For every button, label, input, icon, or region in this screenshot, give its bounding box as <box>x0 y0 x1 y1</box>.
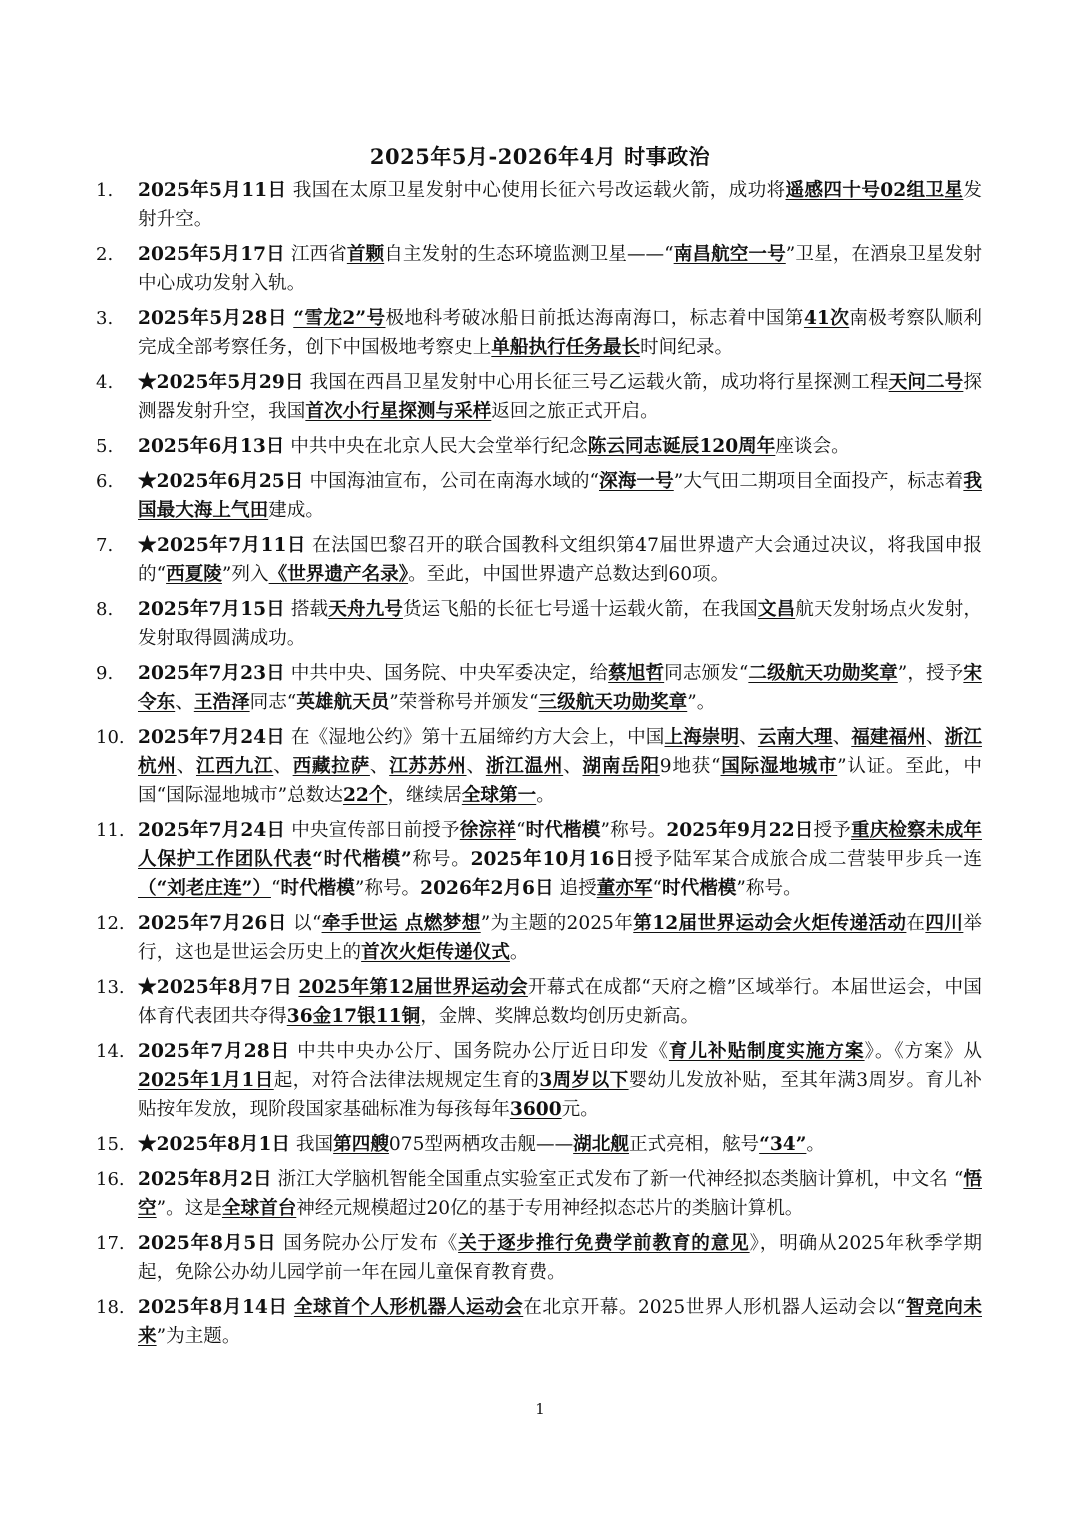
item-number: 2. <box>96 244 114 265</box>
item-text: 授予陆军某合成旅合成二营装甲步兵一连 <box>634 849 982 870</box>
highlighted-term: 蔡旭哲 <box>608 663 665 684</box>
highlighted-term: 徐淙祥 <box>459 820 516 841</box>
item-text: 》。《方案》从 <box>864 1041 982 1062</box>
item-text: ”荣誉称号并颁发“ <box>389 692 539 713</box>
bold-text: 时代楷模 <box>662 878 737 899</box>
item-text: “ <box>270 878 281 899</box>
item-text: 075型两栖攻击舰—— <box>388 1134 574 1155</box>
item-text: 返回之旅正式开启。 <box>491 401 659 422</box>
highlighted-term: 首次火炬传递仪式 <box>361 942 510 963</box>
item-text: 浙江大学脑机智能全国重点实验室正式发布了新一代神经拟态类脑计算机，中文名 “ <box>271 1169 964 1190</box>
item-text: 在《湿地公约》第十五届缔约方大会上，中国 <box>284 727 665 748</box>
item-text: 、 <box>739 727 758 748</box>
item-text: “ <box>515 820 526 841</box>
item-text: 、 <box>176 756 196 777</box>
item-text: 国务院办公厅发布《 <box>276 1233 459 1254</box>
highlighted-term: 天问二号 <box>888 372 964 393</box>
item-text: 极地科考破冰船日前抵达海南海口，标志着中国第 <box>385 308 804 329</box>
item-text: 开幕式在成都“天府之檐”区域举行。本届世运会，中国体育代表团共夺得 <box>138 977 982 1027</box>
highlighted-term: 单船执行任务最长 <box>491 337 641 358</box>
highlighted-term: 云南大理 <box>757 727 833 748</box>
list-item <box>0 1229 1080 1287</box>
list-item <box>0 595 1080 653</box>
bold-text: ★2025年8月7日 <box>138 977 293 998</box>
item-text: 中国海油宣布，公司在南海水域的“ <box>303 471 599 492</box>
highlighted-term: 南昌航空一号 <box>673 244 786 265</box>
item-text: 9地获“ <box>659 756 721 777</box>
highlighted-term: 西夏陵 <box>166 564 222 585</box>
list-item <box>0 368 1080 426</box>
item-number: 5. <box>96 436 114 457</box>
item-number: 3. <box>96 308 114 329</box>
list-item <box>0 467 1080 525</box>
bold-text: 2025年7月28日 <box>138 1041 291 1062</box>
item-text: 时间纪录。 <box>640 337 734 358</box>
bold-text: ★2025年5月29日 <box>138 372 304 393</box>
item-text: ”称号。 <box>736 878 802 899</box>
item-text: 自主发射的生态环境监测卫星——“ <box>384 244 674 265</box>
document-title: 2025年5月-2026年4月 时事政治 <box>369 144 711 169</box>
item-text: ”认证。至此，中国“国际湿地城市”总数达 <box>138 756 982 806</box>
highlighted-term: 关于逐步推行免费学前教育的意见 <box>458 1233 750 1254</box>
item-text: 神经元规模超过20亿的基于专用神经拟态芯片的类脑计算机。 <box>296 1198 804 1219</box>
item-text: 、 <box>563 756 583 777</box>
highlighted-term: 遥感四十号02组卫星 <box>785 180 964 201</box>
list-item <box>0 304 1080 362</box>
item-text: 中共中央、国务院、中央军委决定，给 <box>284 663 609 684</box>
bold-text: ★2025年7月11日 <box>138 535 306 556</box>
item-number: 15. <box>96 1134 125 1155</box>
highlighted-term: 天舟九号 <box>328 599 403 620</box>
highlighted-term: 上海崇明 <box>664 727 740 748</box>
highlighted-term: 我国最大海上气田 <box>138 471 982 521</box>
item-text: 在 <box>906 913 926 934</box>
item-text: 婴幼儿发放补贴，至其年满3周岁。育儿补贴按年发放，现阶段国家基础标准为每孩每年 <box>138 1070 982 1120</box>
item-text: 座谈会。 <box>775 436 850 457</box>
highlighted-term: 陈云同志诞辰120周年 <box>587 436 776 457</box>
item-text: 。至此，中国世界遗产总数达到60项。 <box>408 564 730 585</box>
bold-text: 2025年9月22日 <box>666 820 814 841</box>
item-text: 中共中央办公厅、国务院办公厅近日印发《 <box>290 1041 669 1062</box>
highlighted-term: 四川 <box>925 913 964 934</box>
highlighted-term: 王浩泽 <box>193 692 250 713</box>
item-text: ”称号。 <box>354 878 421 899</box>
item-text: 元。 <box>561 1099 599 1120</box>
item-text: 南极考察队顺利完成全部考察任务，创下中国极地考察史上 <box>138 308 982 358</box>
highlighted-term: （“刘老庄连”） <box>138 878 271 899</box>
highlighted-term: “雪龙2”号 <box>293 308 386 329</box>
item-number: 6. <box>96 471 114 492</box>
item-text: 举行，这也是世运会历史上的 <box>138 913 982 963</box>
item-text: 、 <box>273 756 293 777</box>
item-text: 在法国巴黎召开的联合国教科文组织第47届世界遗产大会通过决议，将我国申报的“ <box>138 535 982 585</box>
item-text: 我国在西昌卫星发射中心用长征三号乙运载火箭，成功将行星探测工程 <box>303 372 889 393</box>
item-text: 以“ <box>286 913 322 934</box>
highlighted-term: 2025年1月1日 <box>138 1070 274 1091</box>
item-number: 10. <box>96 727 125 748</box>
bold-text: 2025年7月15日 <box>138 599 285 620</box>
highlighted-term: 首颗 <box>346 244 385 265</box>
item-text: 起，对符合法律法规规定生育的 <box>273 1070 540 1091</box>
bold-text: 2025年5月11日 <box>138 180 287 201</box>
highlighted-term: 全球首台 <box>221 1198 297 1219</box>
item-text: 发射升空。 <box>138 180 982 230</box>
item-text: 追授 <box>553 878 597 899</box>
bold-text: 时代楷模 <box>280 878 355 899</box>
highlighted-term: 41次 <box>803 308 850 329</box>
item-text: 、 <box>925 727 945 748</box>
bold-text: 2025年7月24日 <box>138 820 286 841</box>
item-text: 探测器发射升空，我国 <box>138 372 982 422</box>
highlighted-term: 宋令东 <box>138 663 982 713</box>
item-number: 8. <box>96 599 114 620</box>
item-text: 、 <box>175 692 194 713</box>
bold-text: 2025年7月23日 <box>138 663 285 684</box>
bold-text: 2025年8月14日 <box>138 1297 288 1318</box>
list-item <box>0 432 1080 461</box>
highlighted-term: 全球首个人形机器人运动会 <box>293 1297 524 1318</box>
list-item <box>0 723 1080 810</box>
item-text: 。 <box>509 942 529 963</box>
highlighted-term: 首次小行星探测与采样 <box>305 401 492 422</box>
item-number: 9. <box>96 663 114 684</box>
item-text: ，金牌、奖牌总数均创历史新高。 <box>420 1006 700 1027</box>
bold-text: 2025年8月5日 <box>138 1233 277 1254</box>
item-number: 14. <box>96 1041 125 1062</box>
list-item <box>0 531 1080 589</box>
item-text: 中共中央在北京人民大会堂举行纪念 <box>284 436 588 457</box>
item-text: 在北京开幕。2025世界人形机器人运动会以“ <box>523 1297 906 1318</box>
item-text: ”为主题的2025年 <box>480 913 634 934</box>
item-text: ”。 <box>687 692 716 713</box>
page-number: 1 <box>535 1400 545 1418</box>
item-number: 16. <box>96 1169 125 1190</box>
item-number: 7. <box>96 535 114 556</box>
item-number: 4. <box>96 372 114 393</box>
item-number: 17. <box>96 1233 125 1254</box>
item-text: 搭载 <box>284 599 329 620</box>
bold-text: ★2025年8月1日 <box>138 1134 291 1155</box>
highlighted-term: 第12届世界运动会火炬传递活动 <box>633 913 907 934</box>
item-text: 、 <box>369 756 390 777</box>
list-item <box>0 1165 1080 1223</box>
highlighted-term: 国际湿地城市 <box>720 756 838 777</box>
item-number: 12. <box>96 913 125 934</box>
item-text: 。 <box>806 1134 826 1155</box>
highlighted-term: 浙江温州 <box>485 756 564 777</box>
highlighted-term: 2025年第12届世界运动会 <box>298 977 528 998</box>
highlighted-term: 悟空 <box>138 1169 982 1219</box>
item-text: ”称号。 <box>600 820 667 841</box>
item-text: ”。这是 <box>156 1198 222 1219</box>
list-item <box>0 1130 1080 1159</box>
item-text: 》，明确从2025年秋季学期起，免除公办幼儿园学前一年在园儿童保育教育费。 <box>138 1233 982 1283</box>
bold-text: 2025年7月24日 <box>138 727 285 748</box>
list-item <box>0 659 1080 717</box>
item-text: 称号。 <box>411 849 471 870</box>
item-text: 同志颁发“ <box>664 663 749 684</box>
bold-text: 英雄航天员 <box>296 692 390 713</box>
item-number: 18. <box>96 1297 125 1318</box>
list-item <box>0 176 1080 234</box>
highlighted-term: 牵手世运 点燃梦想 <box>321 913 481 934</box>
highlighted-term: 二级航天功勋奖章 <box>748 663 898 684</box>
list-item <box>0 816 1080 903</box>
item-text: ”列入 <box>221 564 269 585</box>
item-text: ”大气田二期项目全面投产，标志着 <box>673 471 964 492</box>
highlighted-term: 湖南岳阳 <box>582 756 660 777</box>
bold-text: 2025年10月16日 <box>470 849 635 870</box>
highlighted-term: 三级航天功勋奖章 <box>538 692 688 713</box>
item-text: 货运飞船的长征七号遥十运载火箭，在我国 <box>402 599 758 620</box>
highlighted-term: 《世界遗产名录》 <box>268 564 409 585</box>
bold-text: 2025年5月28日 <box>138 308 287 329</box>
list-item <box>0 909 1080 967</box>
highlighted-term: 浙江杭州 <box>138 727 982 777</box>
bold-text: ★2025年6月25日 <box>138 471 304 492</box>
highlighted-term: 江苏苏州 <box>389 756 467 777</box>
bold-text: 2025年6月13日 <box>138 436 285 457</box>
highlighted-term: 重庆检察未成年人保护工作团队代表 <box>138 820 982 870</box>
highlighted-term: 文昌 <box>757 599 796 620</box>
item-text: ，继续居 <box>387 785 462 806</box>
highlighted-term: 湖北舰 <box>573 1134 629 1155</box>
highlighted-term: 3600 <box>509 1099 562 1120</box>
bold-text: “时代楷模” <box>312 849 412 870</box>
item-text: 。 <box>536 785 555 806</box>
highlighted-term: 江西九江 <box>195 756 274 777</box>
item-number: 11. <box>96 820 125 841</box>
item-number: 13. <box>96 977 125 998</box>
highlighted-term: 育儿补贴制度实施方案 <box>668 1041 865 1062</box>
news-list <box>0 176 1080 1357</box>
list-item <box>0 973 1080 1031</box>
highlighted-term: 36金17银11铜 <box>286 1006 421 1027</box>
highlighted-term: 福建福州 <box>851 727 926 748</box>
highlighted-term: 智竞向未来 <box>138 1297 982 1347</box>
bold-text: 时代楷模 <box>525 820 601 841</box>
list-item <box>0 240 1080 298</box>
item-text: 航天发射场点火发射，发射取得圆满成功。 <box>138 599 982 649</box>
highlighted-term: 3周岁以下 <box>539 1070 629 1091</box>
item-text: 江西省 <box>284 244 347 265</box>
item-text: ”为主题。 <box>156 1326 241 1347</box>
bold-text: 2025年5月17日 <box>138 244 285 265</box>
highlighted-term: 深海一号 <box>599 471 674 492</box>
list-item <box>0 1293 1080 1351</box>
item-text: 我国在太原卫星发射中心使用长征六号改运载火箭，成功将 <box>286 180 786 201</box>
item-text: 同志“ <box>249 692 297 713</box>
bold-text: 2025年7月26日 <box>138 913 287 934</box>
highlighted-term: 董亦军 <box>596 878 653 899</box>
item-text: “ <box>652 878 662 899</box>
item-text: 我国 <box>290 1134 334 1155</box>
list-item <box>0 1037 1080 1124</box>
item-text: 正式亮相，舷号 <box>628 1134 760 1155</box>
item-text: ”卫星，在酒泉卫星发射中心成功发射入轨。 <box>138 244 982 294</box>
highlighted-term: 第四艘 <box>333 1134 389 1155</box>
item-text: 、 <box>832 727 852 748</box>
highlighted-term: 22个 <box>342 785 388 806</box>
bold-text: 2025年8月2日 <box>138 1169 272 1190</box>
item-text: 、 <box>466 756 486 777</box>
item-text: 中央宣传部日前授予 <box>285 820 460 841</box>
highlighted-term: “34” <box>759 1134 807 1155</box>
highlighted-term: 西藏拉萨 <box>292 756 370 777</box>
item-number: 1. <box>96 180 114 201</box>
highlighted-term: 全球第一 <box>461 785 537 806</box>
bold-text: 2026年2月6日 <box>420 878 554 899</box>
item-text: 建成。 <box>268 500 324 521</box>
item-text: 授予 <box>813 820 851 841</box>
item-text: ”，授予 <box>897 663 964 684</box>
